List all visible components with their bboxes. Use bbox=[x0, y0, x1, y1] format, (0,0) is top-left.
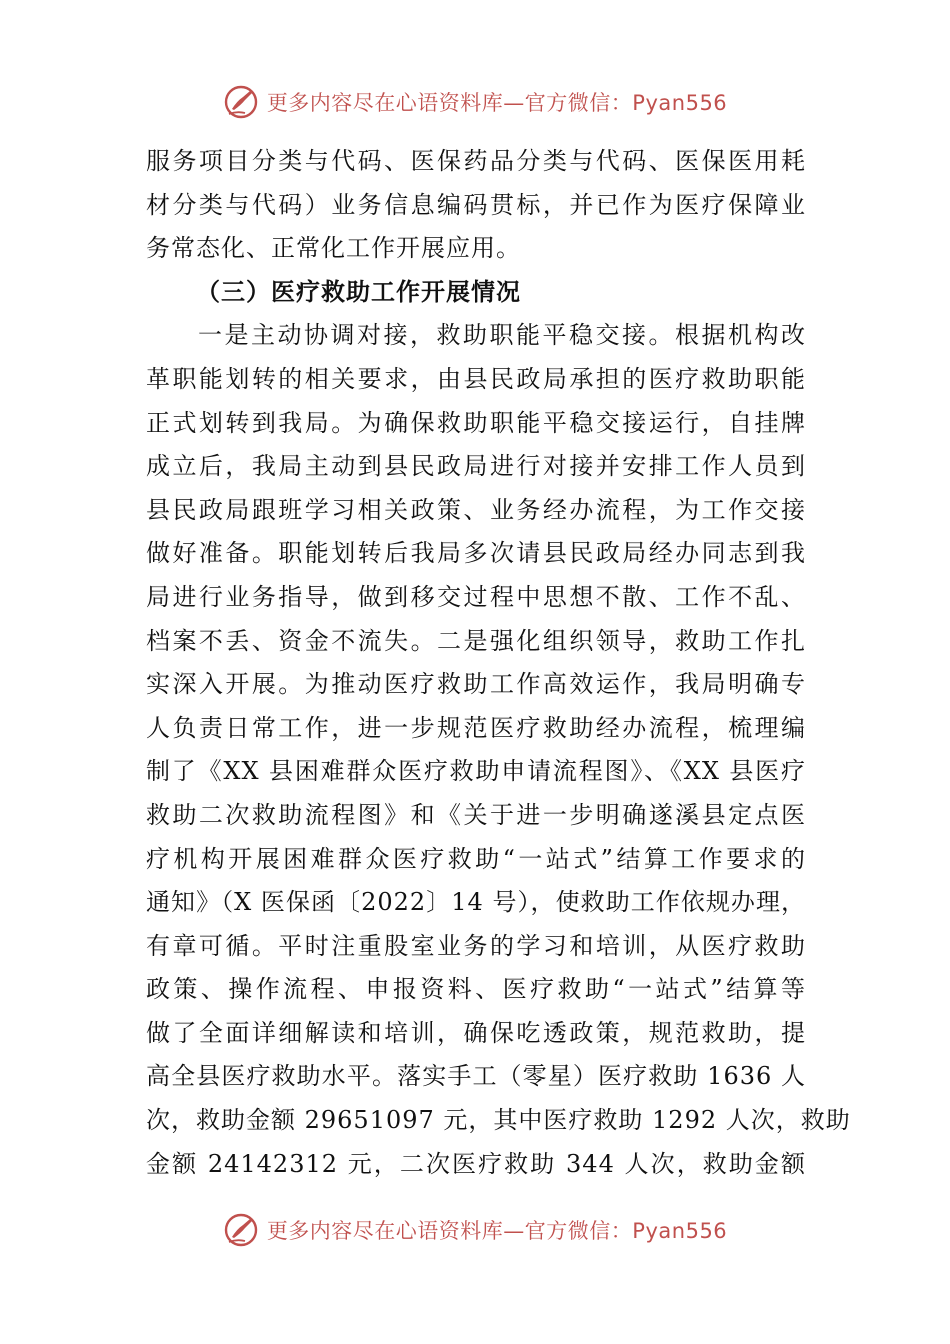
body-line-9: 县民政局跟班学习相关政策、业务经办流程，为工作交接 bbox=[146, 495, 806, 524]
body-line-22: 高全县医疗救助水平。落实手工（零星）医疗救助 1636 人 bbox=[146, 1062, 806, 1091]
body-line-18: 通知》（X 医保函〔2022〕14 号），使救助工作依规办理， bbox=[146, 888, 806, 917]
body-line-14: 人负责日常工作，进一步规范医疗救助经办流程，梳理编 bbox=[146, 713, 806, 742]
body-line-1: 服务项目分类与代码、医保药品分类与代码、医保医用耗 bbox=[146, 147, 806, 175]
body-line-2: 材分类与代码）业务信息编码贯标，并已作为医疗保障业 bbox=[146, 190, 806, 219]
body-line-6: 革职能划转的相关要求，由县民政局承担的医疗救助职能 bbox=[146, 364, 806, 393]
body-line-15: 制了《XX 县困难群众医疗救助申请流程图》、《XX 县医疗 bbox=[146, 757, 806, 786]
body-line-13: 实深入开展。为推动医疗救助工作高效运作，我局明确专 bbox=[146, 670, 806, 699]
footer-banner bbox=[0, 1210, 950, 1250]
body-line-11: 局进行业务指导，做到移交过程中思想不散、工作不乱、 bbox=[146, 582, 806, 611]
body-line-3: 务常态化、正常化工作开展应用。 bbox=[146, 234, 521, 263]
body-line-7: 正式划转到我局。为确保救助职能平稳交接运行，自挂牌 bbox=[146, 408, 806, 437]
body-line-19: 有章可循。平时注重股室业务的学习和培训，从医疗救助 bbox=[146, 931, 806, 960]
section-heading: （三）医疗救助工作开展情况 bbox=[196, 277, 521, 306]
body-line-21: 做了全面详细解读和培训，确保吃透政策，规范救助，提 bbox=[146, 1018, 806, 1047]
body-line-16: 救助二次救助流程图》和《关于进一步明确遂溪县定点医 bbox=[146, 800, 806, 829]
body-line-23: 次，救助金额 29651097 元，其中医疗救助 1292 人次，救助 bbox=[146, 1106, 851, 1135]
header-banner bbox=[0, 82, 950, 122]
pen-circle-logo-icon bbox=[223, 1212, 259, 1248]
header-slogan: 更多内容尽在心语资料库—官方微信：Pyan556 bbox=[266, 91, 728, 115]
document-body bbox=[146, 140, 851, 1186]
body-line-20: 政策、操作流程、申报资料、医疗救助“一站式”结算等 bbox=[146, 975, 806, 1004]
body-line-17: 疗机构开展困难群众医疗救助“一站式”结算工作要求的 bbox=[146, 844, 806, 873]
body-line-12: 档案不丢、资金不流失。二是强化组织领导，救助工作扎 bbox=[146, 626, 806, 655]
body-line-10: 做好准备。职能划转后我局多次请县民政局经办同志到我 bbox=[146, 539, 806, 568]
body-line-24: 金额 24142312 元，二次医疗救助 344 人次，救助金额 bbox=[146, 1149, 806, 1178]
pen-circle-logo-icon bbox=[223, 84, 259, 120]
body-line-8: 成立后，我局主动到县民政局进行对接并安排工作人员到 bbox=[146, 452, 806, 481]
footer-slogan: 更多内容尽在心语资料库—官方微信：Pyan556 bbox=[266, 1219, 728, 1243]
body-line-5: 一是主动协调对接，救助职能平稳交接。根据机构改 bbox=[198, 321, 806, 350]
